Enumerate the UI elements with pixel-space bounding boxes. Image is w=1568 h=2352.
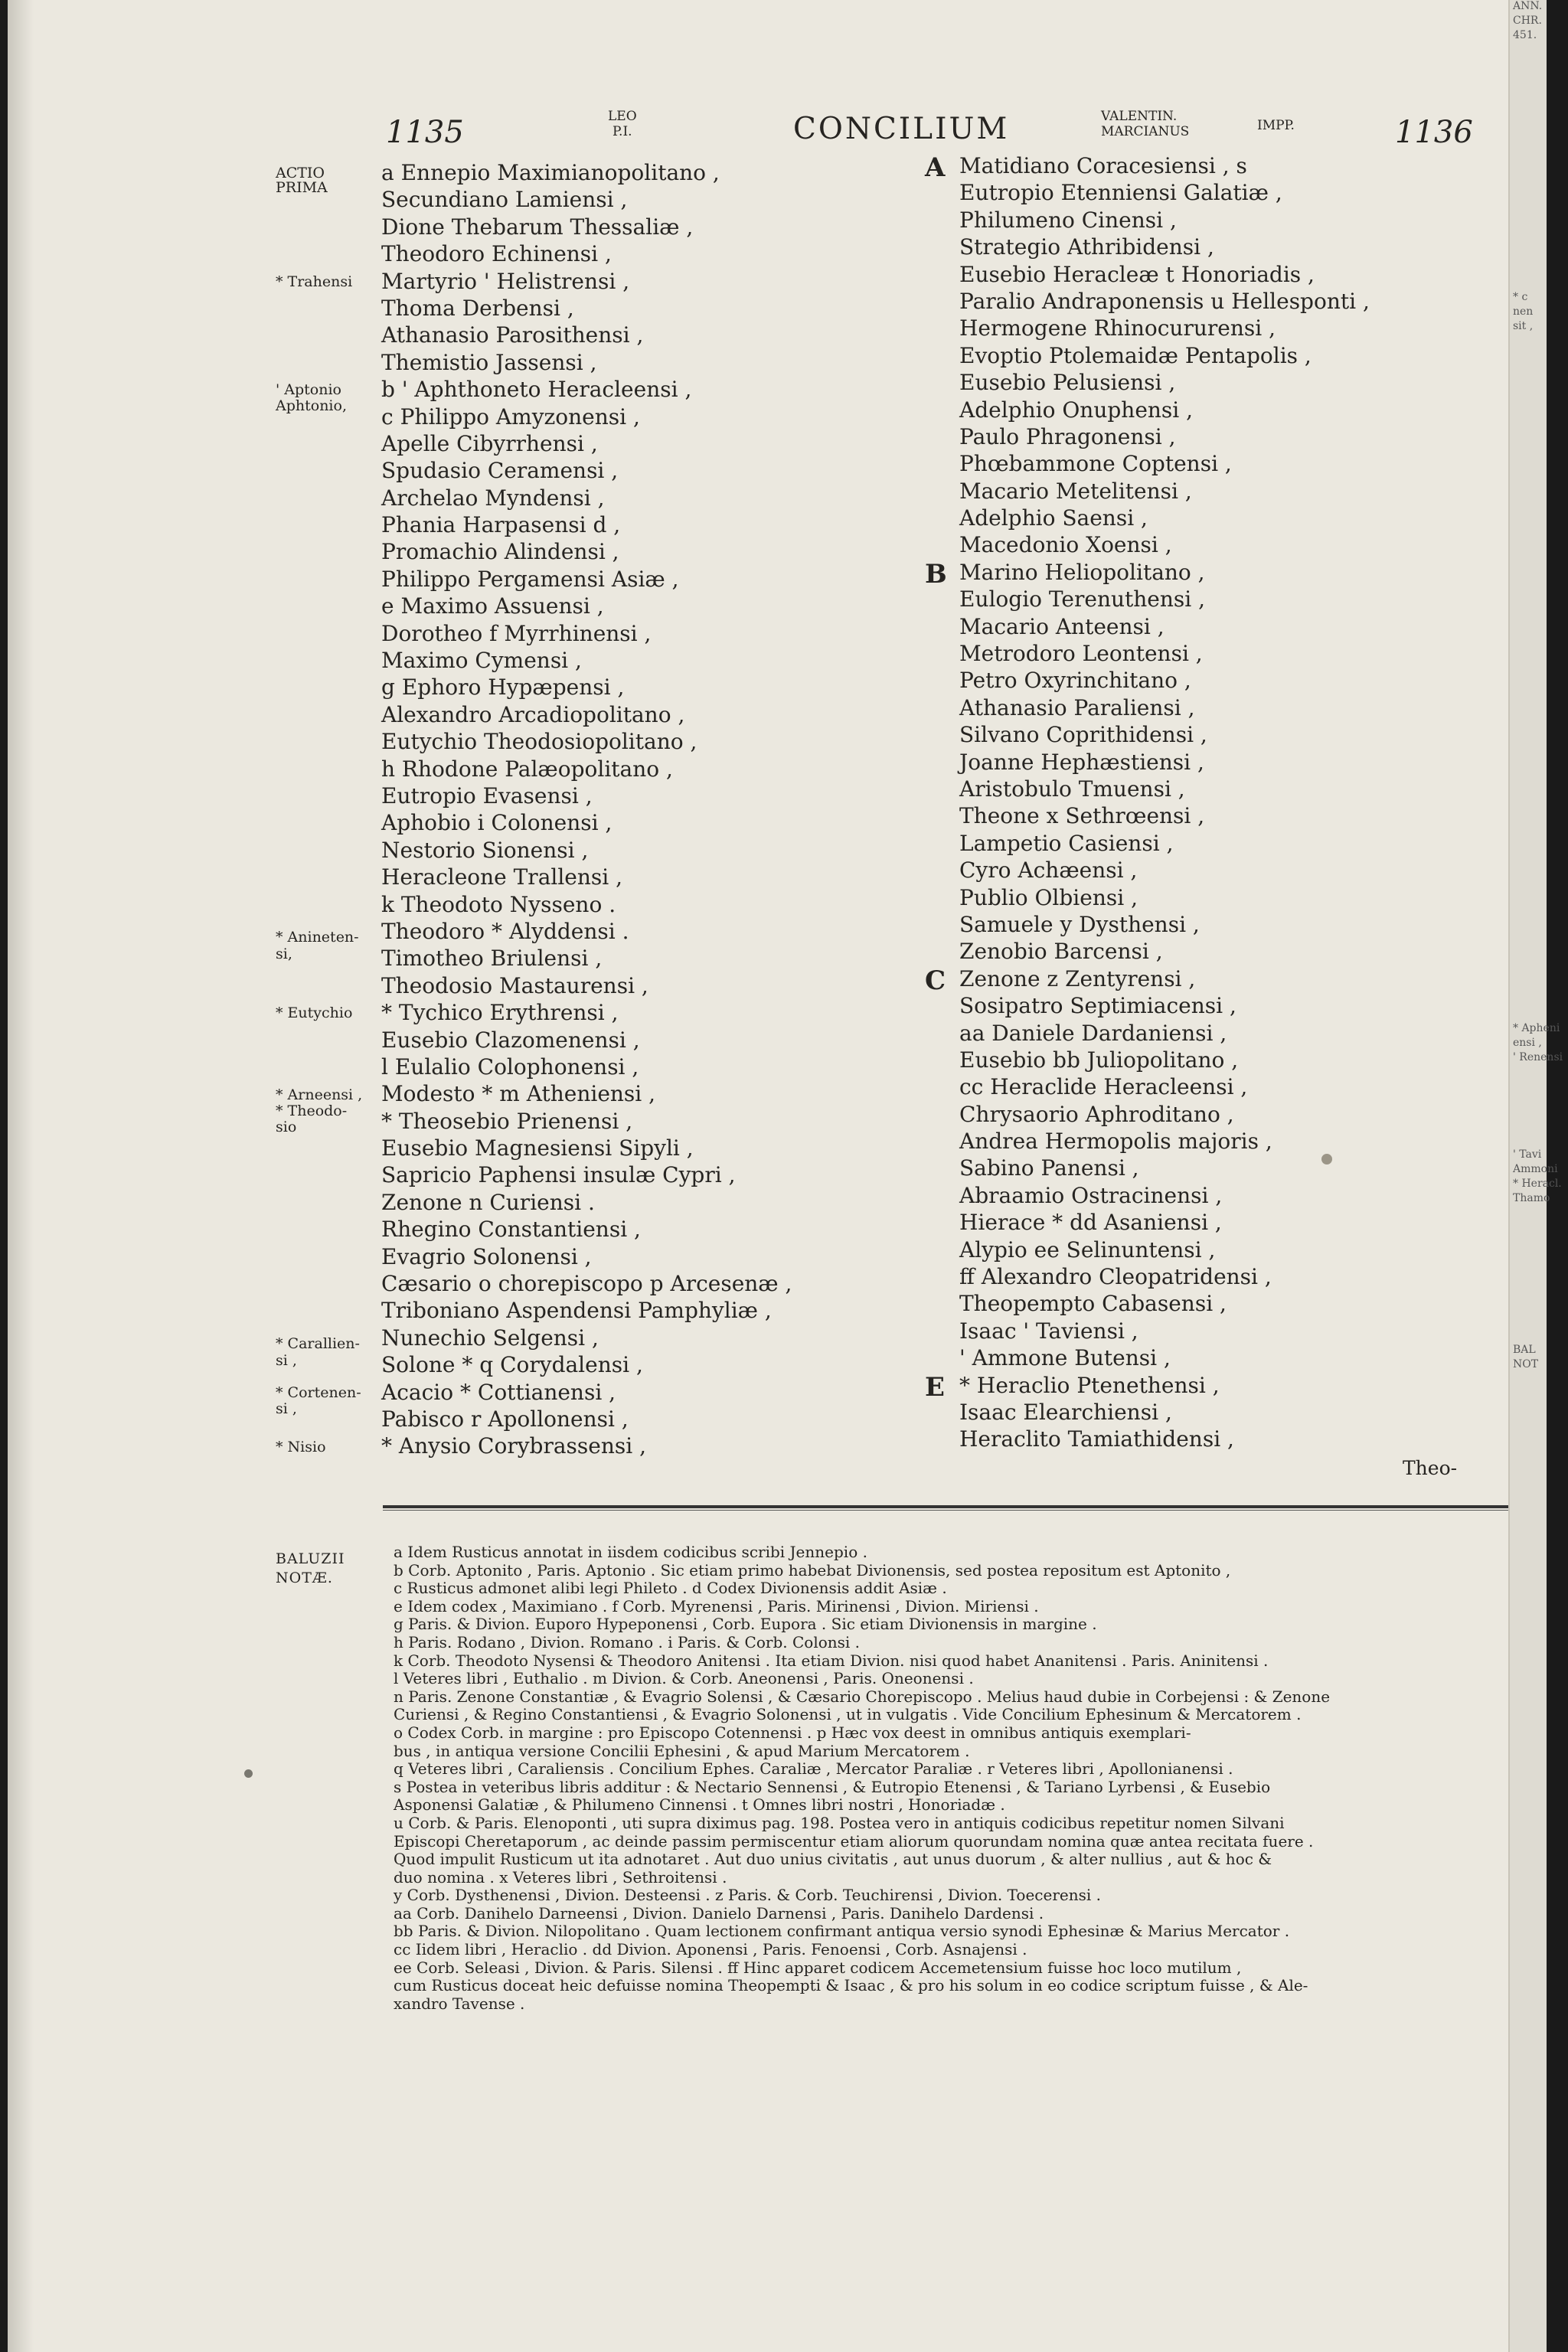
left-column-entry: Aphobio i Colonensi ,: [381, 810, 612, 836]
footnote-line: cc Iidem libri , Heraclio . dd Divion. Aponensi , Paris. Fenoensi , Corb. Asnajensi .: [394, 1940, 1027, 1959]
footnote-line: xandro Tavense .: [394, 1994, 525, 2013]
right-column-entry: aa Daniele Dardaniensi ,: [959, 1020, 1227, 1046]
left-column-entry: Dorotheo f Myrrhinensi ,: [381, 620, 652, 646]
left-column-entry: Themistio Jassensi ,: [381, 349, 597, 375]
right-column-entry: Joanne Hephæstiensi ,: [959, 749, 1204, 775]
right-column-entry: Eusebio Heracleæ t Honoriadis ,: [959, 261, 1315, 287]
right-column-list: [959, 152, 1370, 1453]
right-column-entry: Marino Heliopolitano ,: [959, 559, 1205, 585]
section-letter: E: [925, 1372, 945, 1403]
right-column-entry: Petro Oxyrinchitano ,: [959, 668, 1191, 694]
left-column-entry: Dione Thebarum Thessaliæ ,: [381, 214, 694, 240]
right-column-entry: ff Alexandro Cleopatridensi ,: [959, 1264, 1272, 1290]
margin-note: si ,: [276, 1400, 297, 1418]
left-column-entry: Eusebio Clazomenensi ,: [381, 1027, 640, 1053]
right-column-entry: Paulo Phragonensi ,: [959, 423, 1176, 449]
running-head-leo-line1: LEO: [608, 109, 637, 124]
running-head-leo-line2: P.I.: [612, 124, 632, 139]
footnotes: [394, 1544, 1496, 2013]
next-page-fragment: NOT: [1513, 1358, 1539, 1370]
section-letter: C: [925, 965, 946, 996]
margin-note: * Carallien-: [276, 1335, 360, 1353]
left-column-entry: Spudasio Ceramensi ,: [381, 458, 619, 484]
left-column-entry: Timotheo Briulensi ,: [381, 946, 603, 972]
right-column-entry: Chrysaorio Aphroditano ,: [959, 1101, 1234, 1127]
left-column-entry: e Maximo Assuensi ,: [381, 593, 604, 619]
right-column-entry: Zenone z Zentyrensi ,: [959, 965, 1196, 991]
footnote-line: q Veteres libri , Caraliensis . Concilium Ephes. Caraliæ , Mercator Paraliæ . r Veteres libri , Apollonianensi .: [394, 1759, 1233, 1779]
margin-note: ' Aptonio: [276, 381, 341, 399]
margin-note: sio: [276, 1119, 297, 1136]
left-column-entry: Thoma Derbensi ,: [381, 295, 574, 321]
margin-note: Aphtonio,: [276, 397, 347, 415]
left-column-entry: Secundiano Lamiensi ,: [381, 187, 628, 213]
footnote-line: cum Rusticus doceat heic defuisse nomina Theopempti & Isaac , & pro his solum in eo codice scriptum fuisse , & Ale-: [394, 1976, 1308, 1995]
footnote-line: Quod impulit Rusticum ut ita adnotaret . Aut duo unius civitatis , aut unus duorum , & alter nullius , aut & hoc &: [394, 1850, 1272, 1869]
left-column-entry: a Ennepio Maximianopolitano ,: [381, 160, 720, 185]
notes-label-line1: BALUZII: [276, 1550, 345, 1567]
margin-note: ACTIO: [276, 165, 325, 181]
section-letter: A: [925, 152, 946, 183]
left-column-entry: Apelle Cibyrrhensi ,: [381, 430, 598, 456]
left-column-entry: Solone * q Corydalensi ,: [381, 1352, 643, 1378]
right-column-entry: Samuele y Dysthensi ,: [959, 911, 1200, 937]
next-page-fragment: ' Renensi: [1513, 1051, 1563, 1063]
margin-note: * Theodo-: [276, 1102, 348, 1119]
margin-note: * Trahensi: [276, 273, 353, 290]
left-column-entry: Alexandro Arcadiopolitano ,: [381, 701, 685, 727]
right-column-entry: Eulogio Terenuthensi ,: [959, 586, 1206, 612]
left-column-entry: Philippo Pergamensi Asiæ ,: [381, 566, 679, 592]
footnote-line: bb Paris. & Divion. Nilopolitano . Quam lectionem confirmant antiqua versio synodi Ephesinæ & Marius Mercator .: [394, 1922, 1290, 1941]
margin-note: * Cortenen-: [276, 1384, 361, 1401]
margin-note: * Arneensi ,: [276, 1086, 363, 1103]
page-number-right: 1136: [1395, 115, 1473, 150]
margin-note: si ,: [276, 1351, 297, 1369]
footnote-line: duo nomina . x Veteres libri , Sethroitensi .: [394, 1867, 727, 1886]
margin-note: * Eutychio: [276, 1004, 353, 1022]
footnote-line: y Corb. Dysthenensi , Divion. Desteensi . z Paris. & Corb. Teuchirensi , Divion. Toecerensi .: [394, 1886, 1101, 1905]
right-column-entry: Macario Anteensi ,: [959, 613, 1165, 639]
right-column-entry: Heraclito Tamiathidensi ,: [959, 1426, 1234, 1452]
right-column-entry: Zenobio Barcensi ,: [959, 939, 1163, 965]
footnote-rule: [383, 1505, 1517, 1508]
left-column-entry: c Philippo Amyzonensi ,: [381, 403, 640, 430]
next-page-fragment: * Heracl.: [1513, 1178, 1562, 1190]
right-column-entry: Macario Metelitensi ,: [959, 478, 1192, 504]
running-head-leo: [608, 109, 637, 139]
margin-note: * Nisio: [276, 1438, 326, 1455]
right-column-entry: * Heraclio Ptenethensi ,: [959, 1372, 1220, 1398]
footnote-line: g Paris. & Divion. Euporo Hypeponensi , Corb. Eupora . Sic etiam Divionensis in margine .: [394, 1615, 1097, 1634]
footnote-line: k Corb. Theodoto Nysensi & Theodoro Anitensi . Ita etiam Divion. nisi quod habet Ananitensi . Paris. Aninitensi .: [394, 1651, 1269, 1670]
left-column-entry: Zenone n Curiensi .: [381, 1189, 595, 1215]
right-column-entry: Hermogene Rhinocururensi ,: [959, 315, 1276, 341]
left-column-entry: Theodoro * Alyddensi .: [381, 918, 629, 944]
left-column-entry: * Tychico Erythrensi ,: [381, 1000, 619, 1026]
right-column-entry: Athanasio Paraliensi ,: [959, 694, 1195, 720]
next-page-fragment: * Apheni: [1513, 1022, 1560, 1034]
gutter-shadow: [8, 0, 34, 2352]
right-column-entry: Theone x Sethrœensi ,: [959, 803, 1205, 829]
right-column-entry: Isaac Elearchiensi ,: [959, 1399, 1172, 1425]
right-column-entry: Phœbammone Coptensi ,: [959, 451, 1232, 477]
next-page-fragment: BAL: [1513, 1344, 1536, 1356]
left-column-entry: h Rhodone Palæopolitano ,: [381, 756, 673, 782]
next-page-fragment: ' Tavi: [1513, 1148, 1542, 1161]
right-column-entry: Publio Olbiensi ,: [959, 884, 1138, 910]
paper-spot: [1321, 1154, 1332, 1165]
right-column-entry: Eutropio Etenniensi Galatiæ ,: [959, 180, 1282, 206]
left-column-entry: k Theodoto Nysseno .: [381, 891, 616, 917]
next-page-fragment: sit ,: [1513, 320, 1534, 332]
left-column-entry: Theodosio Mastaurensi ,: [381, 972, 648, 998]
left-column-entry: Pabisco r Apollonensi ,: [381, 1406, 629, 1432]
left-column-entry: g Ephoro Hypæpensi ,: [381, 675, 625, 701]
footnote-line: Episcopi Cheretaporum , ac deinde passim permiscentur etiam aliorum quorundam nomina quæ antea recitata fuere .: [394, 1831, 1314, 1851]
margin-note: * Anineten-: [276, 929, 359, 946]
right-column-entry: Alypio ee Selinuntensi ,: [959, 1236, 1216, 1263]
right-column-entry: cc Heraclide Heracleensi ,: [959, 1074, 1248, 1100]
right-column-entry: Macedonio Xoensi ,: [959, 532, 1172, 558]
footnote-line: aa Corb. Danihelo Darneensi , Divion. Danielo Darnensi , Paris. Danihelo Dardensi .: [394, 1903, 1044, 1922]
right-column-entry: Paralio Andraponensis u Hellesponti ,: [959, 288, 1370, 314]
running-head-emperors: [1101, 109, 1189, 139]
right-column-entry: Silvano Coprithidensi ,: [959, 722, 1207, 748]
left-column-entry: Martyrio ' Helistrensi ,: [381, 268, 630, 294]
running-head-emperor-2: MARCIANUS: [1101, 124, 1190, 139]
left-column-entry: Cæsario o chorepiscopo p Arcesenæ ,: [381, 1271, 792, 1297]
next-page-fragment: Thamo: [1513, 1192, 1550, 1204]
footnote-line: l Veteres libri , Euthalio . m Divion. & Corb. Aneonensi , Paris. Oneonensi .: [394, 1669, 974, 1688]
next-page-fragment: Ammoni: [1513, 1163, 1558, 1175]
left-column-entry: * Theosebio Prienensi ,: [381, 1108, 633, 1134]
right-column-entry: Cyro Achæensi ,: [959, 858, 1138, 884]
right-column-entry: Sabino Panensi ,: [959, 1155, 1139, 1181]
right-column-entry: Andrea Hermopolis majoris ,: [959, 1129, 1272, 1155]
running-head-impp: IMPP.: [1257, 118, 1295, 133]
page-number-left: 1135: [386, 115, 464, 150]
next-page-fragment: CHR.: [1513, 15, 1542, 27]
footnote-rule-thin: [383, 1510, 1517, 1511]
right-column-entry: Evoptio Ptolemaidæ Pentapolis ,: [959, 342, 1312, 368]
footnote-line: bus , in antiqua versione Concilii Ephesini , & apud Marium Mercatorem .: [394, 1741, 970, 1760]
left-column-entry: Nestorio Sionensi ,: [381, 837, 589, 863]
left-column-entry: Maximo Cymensi ,: [381, 648, 582, 674]
next-page-fragment: 451.: [1513, 29, 1537, 41]
right-column-entry: Matidiano Coracesiensi , s: [959, 153, 1247, 178]
left-column-list: [381, 159, 792, 1460]
running-head-title: CONCILIUM: [793, 112, 1010, 146]
left-column-entry: Acacio * Cottianensi ,: [381, 1379, 616, 1405]
next-page-fragment: nen: [1513, 305, 1534, 318]
right-column-entry: Philumeno Cinensi ,: [959, 207, 1177, 233]
left-column-entry: * Anysio Corybrassensi ,: [381, 1433, 647, 1459]
left-column-entry: Modesto * m Atheniensi ,: [381, 1081, 656, 1107]
left-column-entry: l Eulalio Colophonensi ,: [381, 1054, 639, 1080]
left-column-entry: Promachio Alindensi ,: [381, 539, 619, 565]
left-column-entry: Rhegino Constantiensi ,: [381, 1217, 641, 1243]
left-column-entry: b ' Aphthoneto Heracleensi ,: [381, 377, 692, 403]
next-page-fragment: * c: [1513, 291, 1528, 303]
right-column-entry: Sosipatro Septimiacensi ,: [959, 993, 1236, 1019]
footnote-line: b Corb. Aptonito , Paris. Aptonio . Sic etiam primo habebat Divionensis, sed postea repositum est Aptonito ,: [394, 1560, 1231, 1579]
footnote-line: s Postea in veteribus libris additur : & Nectario Sennensi , & Eutropio Etenensi , & Tariano Lyrbensi , & Eusebio: [394, 1777, 1271, 1796]
footnote-line: e Idem codex , Maximiano . f Corb. Myrenensi , Paris. Mirinensi , Divion. Miriensi .: [394, 1596, 1039, 1615]
right-column-entry: Strategio Athribidensi ,: [959, 234, 1214, 260]
left-column-entry: Eutychio Theodosiopolitano ,: [381, 729, 697, 755]
next-page-edge: [1508, 0, 1563, 2352]
right-column-entry: Abraamio Ostracinensi ,: [959, 1182, 1223, 1208]
right-column-entry: Eusebio bb Juliopolitano ,: [959, 1047, 1239, 1073]
right-column-entry: Adelphio Onuphensi ,: [959, 397, 1194, 423]
next-page-fragment: ensi ,: [1513, 1037, 1542, 1049]
right-column-entry: Metrodoro Leontensi ,: [959, 641, 1203, 667]
right-column-entry: Aristobulo Tmuensi ,: [959, 776, 1185, 802]
next-page-fragment: ANN.: [1513, 0, 1543, 12]
footnote-line: Asponensi Galatiæ , & Philumeno Cinnensi . t Omnes libri nostri , Honoriadæ .: [394, 1795, 1005, 1815]
left-column-entry: Phania Harpasensi d ,: [381, 512, 621, 538]
left-column-entry: Eusebio Magnesiensi Sipyli ,: [381, 1135, 694, 1161]
footnote-line: o Codex Corb. in margine : pro Episcopo Cotennensi . p Hæc vox deest in omnibus antiquis exemplari-: [394, 1723, 1191, 1742]
page-header: [8, 109, 1547, 155]
notes-label-line2: NOTÆ.: [276, 1570, 333, 1586]
right-column-entry: Eusebio Pelusiensi ,: [959, 370, 1176, 396]
footnote-line: n Paris. Zenone Constantiæ , & Evagrio Solensi , & Cæsario Chorepiscopo . Melius haud dubie in Corbejensi : & Zenone: [394, 1687, 1331, 1706]
left-column-entry: Triboniano Aspendensi Pamphyliæ ,: [381, 1298, 772, 1324]
section-letter: B: [925, 559, 947, 590]
right-column-entry: Hierace * dd Asaniensi ,: [959, 1210, 1222, 1236]
right-column-entry: Lampetio Casiensi ,: [959, 830, 1174, 856]
left-column-entry: Heracleone Trallensi ,: [381, 864, 623, 890]
left-column-entry: Athanasio Parosithensi ,: [381, 322, 644, 348]
margin-note: si,: [276, 945, 292, 962]
left-column-entry: Evagrio Solonensi ,: [381, 1243, 592, 1269]
left-column-entry: Eutropio Evasensi ,: [381, 782, 593, 808]
footnote-line: ee Corb. Seleasi , Divion. & Paris. Silensi . ff Hinc apparet codicem Accemetensium fuisse hoc loco mutilum ,: [394, 1958, 1242, 1977]
print-mark: [244, 1769, 253, 1778]
right-column-entry: Adelphio Saensi ,: [959, 505, 1148, 531]
left-column-entry: Sapricio Paphensi insulæ Cypri ,: [381, 1162, 736, 1188]
footnote-line: u Corb. & Paris. Elenoponti , uti supra diximus pag. 198. Postea vero in antiquis codicibus repetitur nomen Silvani: [394, 1813, 1285, 1832]
left-column-entry: Archelao Myndensi ,: [381, 485, 605, 511]
footnote-line: c Rusticus admonet alibi legi Phileto . d Codex Divionensis addit Asiæ .: [394, 1579, 947, 1598]
right-column-entry: ' Ammone Butensi ,: [959, 1345, 1171, 1371]
running-head-emperor-1: VALENTIN.: [1101, 109, 1178, 124]
book-page: [8, 0, 1563, 2352]
margin-note: PRIMA: [276, 179, 328, 197]
catchword: Theo-: [1403, 1457, 1458, 1479]
footnote-line: h Paris. Rodano , Divion. Romano . i Paris. & Corb. Colonsi .: [394, 1632, 861, 1651]
left-column-entry: Theodoro Echinensi ,: [381, 241, 612, 267]
notes-label: [276, 1550, 345, 1588]
footnote-line: a Idem Rusticus annotat in iisdem codicibus scribi Jennepio .: [394, 1543, 867, 1561]
right-column-entry: Isaac ' Taviensi ,: [959, 1318, 1138, 1344]
right-column-entry: Theopempto Cabasensi ,: [959, 1291, 1227, 1317]
left-column-entry: Nunechio Selgensi ,: [381, 1325, 599, 1351]
footnote-line: Curiensi , & Regino Constantiensi , & Evagrio Solonensi , ut in vulgatis . Vide Concilium Ephesinum & Mercatorem .: [394, 1705, 1302, 1724]
